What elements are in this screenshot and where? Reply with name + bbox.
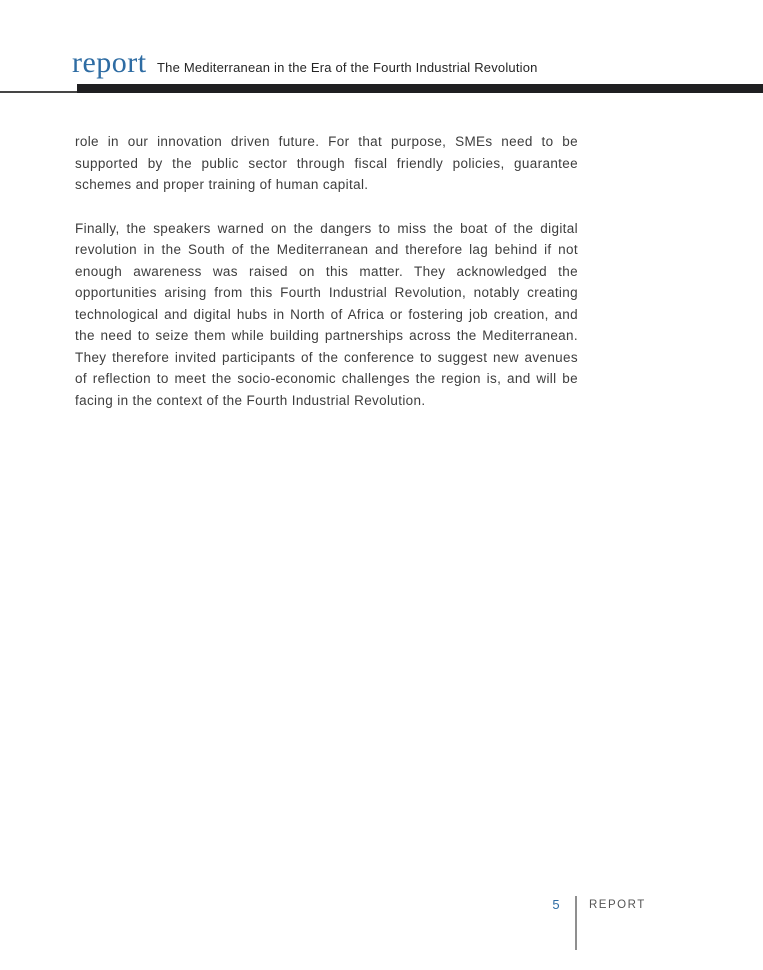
body-paragraph: Finally, the speakers warned on the dangers to miss the boat of the digital revolution in the South of the Mediterranean and therefore lag behind if not enough awareness was raised on this matter. They acknowledged the opportunities arising from this Fourth Industrial Revolution, notably creating technological and digital hubs in North of Africa or fostering job creation, and the need to seize them while building partnerships across the Mediterranean. They therefore invited participants of the conference to suggest new avenues of reflection to meet the socio-economic challenges the region is, and will be facing in the context of the Fourth Industrial Revolution.: [75, 220, 578, 408]
page-number: 5: [552, 897, 560, 912]
report-logo: report: [72, 46, 147, 79]
header-rule-thin: [0, 91, 77, 93]
body-text-block: [75, 131, 578, 433]
header-rule-thick: [77, 84, 763, 93]
document-title: The Mediterranean in the Era of the Fourth Industrial Revolution: [157, 60, 538, 75]
footer-report-label: REPORT: [589, 899, 646, 911]
footer-divider-line: [575, 896, 577, 950]
body-paragraph: role in our innovation driven future. For that purpose, SMEs need to be supported by the public sector through fiscal friendly policies, guarantee schemes and proper training of human capital.: [75, 134, 578, 192]
